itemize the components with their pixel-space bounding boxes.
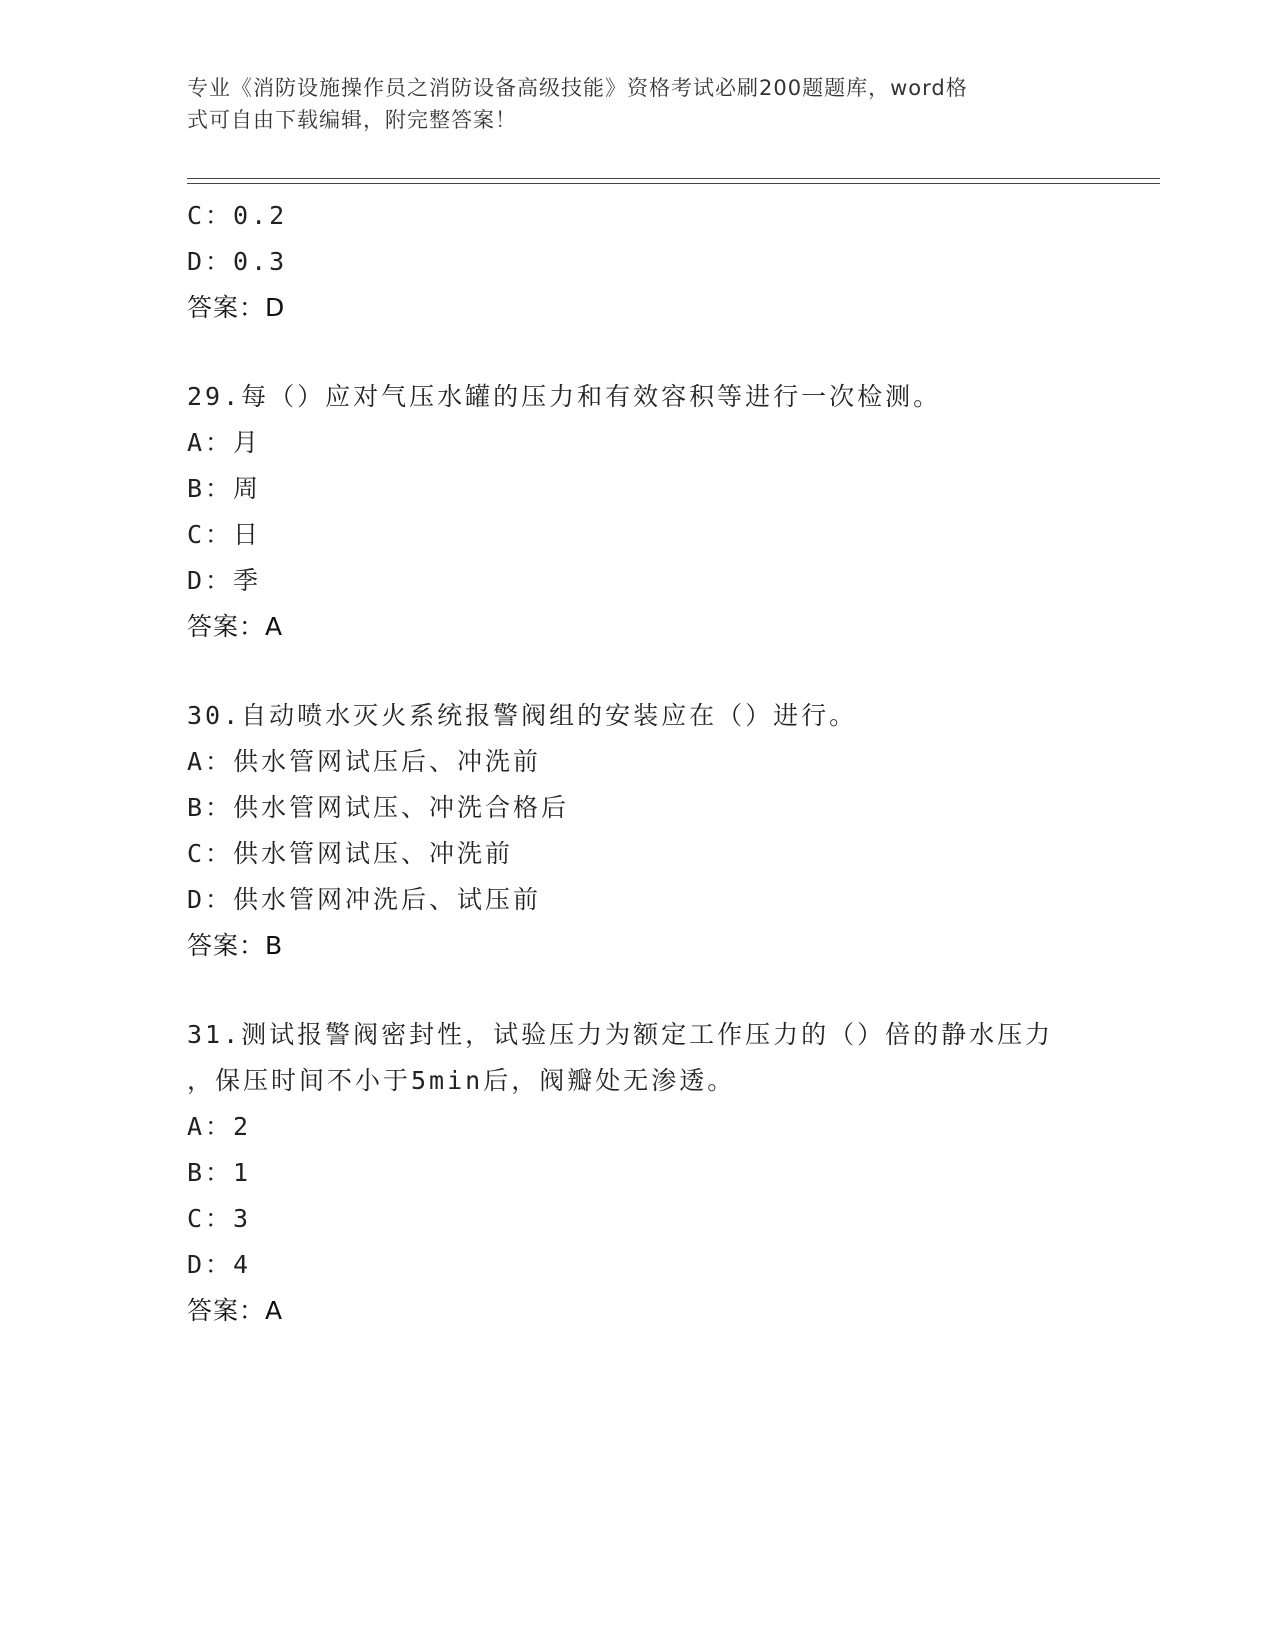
header-rule-bottom (187, 183, 1160, 184)
answer-label: 答案：A (187, 1296, 284, 1325)
option-c: C：3 (187, 1204, 252, 1233)
answer-label: 答案：A (187, 612, 284, 641)
answer-label: 答案：B (187, 931, 284, 960)
header-line-2: 式可自由下载编辑，附完整答案！ (187, 108, 517, 132)
option-a: A：2 (187, 1112, 252, 1141)
question-list (187, 193, 1087, 1334)
option-d: D：季 (187, 566, 262, 595)
option-d: D：0.3 (187, 247, 288, 276)
option-d: D：4 (187, 1250, 252, 1279)
answer-label: 答案：D (187, 293, 286, 322)
question-text: 29.每（）应对气压水罐的压力和有效容积等进行一次检测。 (187, 382, 942, 411)
question-text: 30.自动喷水灭火系统报警阀组的安装应在（）进行。 (187, 701, 858, 730)
option-b: B：供水管网试压、冲洗合格后 (187, 793, 570, 822)
option-b: B：周 (187, 474, 262, 503)
page-header (187, 72, 1067, 136)
option-b: B：1 (187, 1158, 252, 1187)
option-c: C：供水管网试压、冲洗前 (187, 839, 514, 868)
option-c: C：日 (187, 520, 262, 549)
option-a: A：月 (187, 428, 262, 457)
question-text-line-2: ，保压时间不小于5min后，阀瓣处无渗透。 (187, 1066, 736, 1095)
header-line-1: 专业《消防设施操作员之消防设备高级技能》资格考试必刷200题题库，word格 (187, 76, 968, 100)
option-d: D：供水管网冲洗后、试压前 (187, 885, 542, 914)
header-rule-top (187, 178, 1160, 179)
question-text-line-1: 31.测试报警阀密封性，试验压力为额定工作压力的（）倍的静水压力 (187, 1020, 1054, 1049)
option-c: C：0.2 (187, 201, 288, 230)
option-a: A：供水管网试压后、冲洗前 (187, 747, 542, 776)
